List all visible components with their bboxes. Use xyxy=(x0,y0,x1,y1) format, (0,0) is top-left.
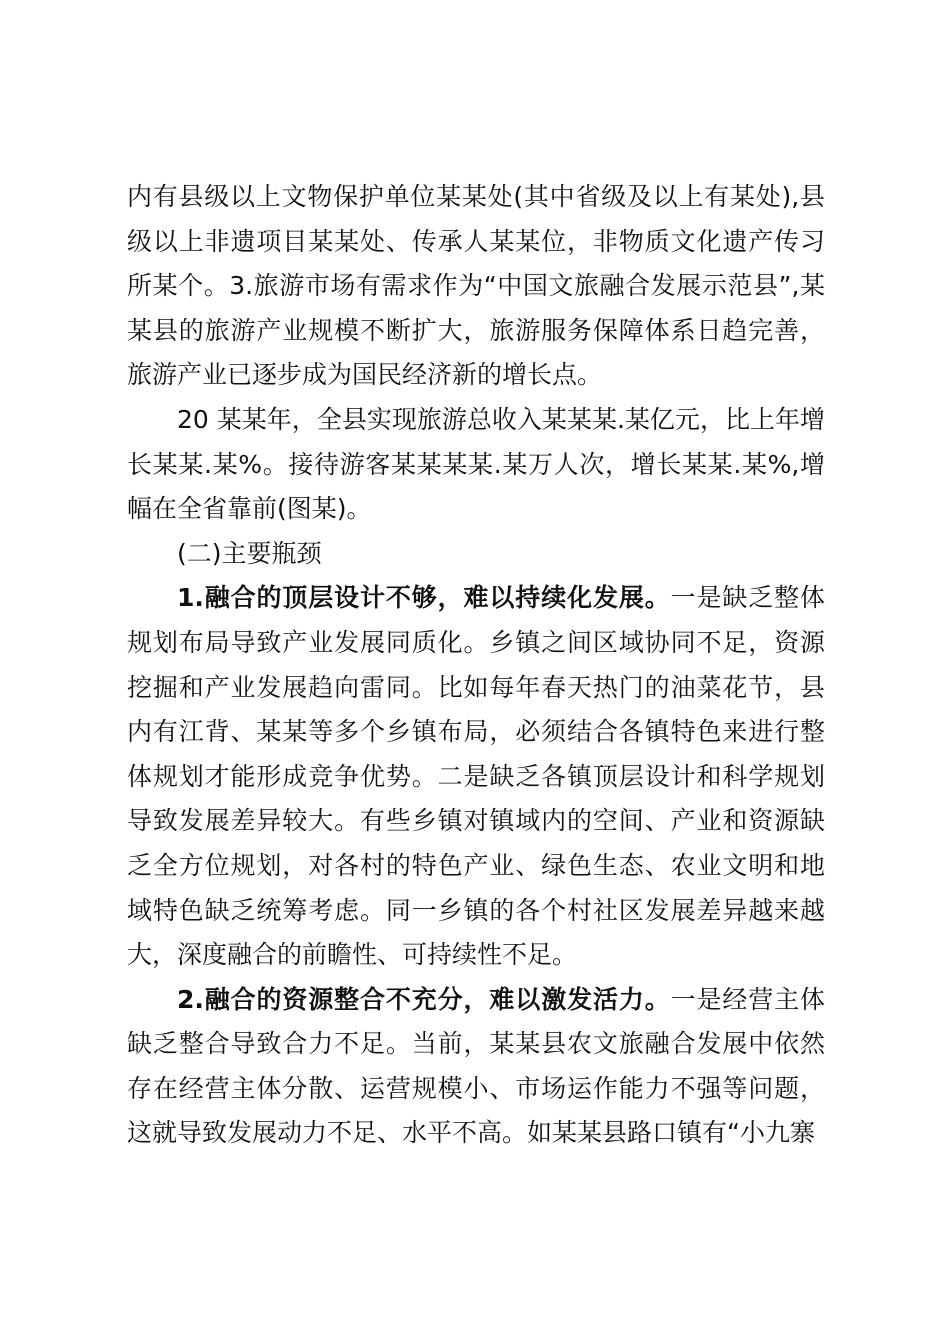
point-1-body: 一是缺乏整体规划布局导致产业发展同质化。乡镇之间区域协同不足，资源挖掘和产业发展趋向雷同。比如每年春天热门的油菜花节，县内有江背、某某等多个乡镇布局，必须结合各镇特色来进行整体规划才能形成竞争优势。二是缺乏各镇顶层设计和科学规划导致发展差异较大。有些乡镇对镇域内的空间、产业和资源缺乏全方位规划，对各村的特色产业、绿色生态、农业文明和地域特色缺乏统筹考虑。同一乡镇的各个村社区发展差异越来越大，深度融合的前瞻性、可持续性不足。 xyxy=(127,583,825,970)
paragraph-tourism-revenue: 20 某某年，全县实现旅游总收入某某某.某亿元，比上年增长某某.某%。接待游客某某某某.某万人次，增长某某.某%,增幅在全省靠前(图某)。 xyxy=(127,404,825,524)
paragraph-point-1 xyxy=(127,576,825,977)
document-body xyxy=(127,175,825,1156)
point-2-body: 一是经营主体缺乏整合导致合力不足。当前，某某县农文旅融合发展中依然存在经营主体分散、运营规模小、市场运作能力不强等问题，这就导致发展动力不足、水平不高。如某某县路口镇有“小九寨 xyxy=(127,984,825,1148)
paragraph-point-2 xyxy=(127,978,825,1156)
paragraph-continuation: 内有县级以上文物保护单位某某处(其中省级及以上有某处),县级以上非遗项目某某处、传承人某某位，非物质文化遗产传习所某个。3.旅游市场有需求作为“中国文旅融合发展示范县”,某某县的旅游产业规模不断扩大，旅游服务保障体系日趋完善，旅游产业已逐步成为国民经济新的增长点。 xyxy=(127,182,825,390)
point-2-heading: 2.融合的资源整合不充分，难以激发活力。 xyxy=(177,984,671,1014)
section-heading-main-bottlenecks: (二)主要瓶颈 xyxy=(177,538,322,568)
point-1-heading: 1.融合的顶层设计不够，难以持续化发展。 xyxy=(177,583,671,613)
